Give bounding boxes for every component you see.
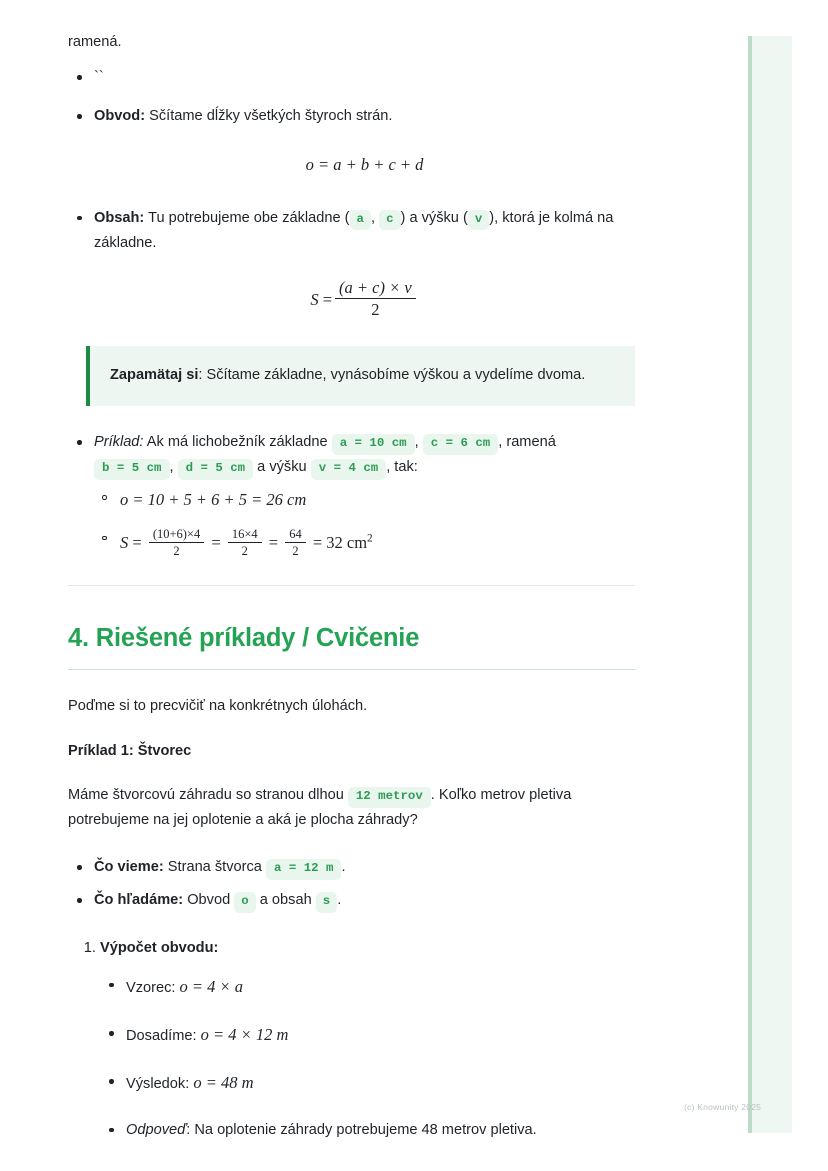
priklad-text-4: , tak:	[386, 459, 418, 476]
co-vieme-tail: .	[341, 859, 346, 876]
section-divider-green	[68, 669, 635, 670]
bullet-list-given-wanted	[68, 855, 635, 913]
list-item-empty-code	[68, 65, 635, 90]
detail-vzorec-lead: Vzorec:	[126, 979, 180, 996]
result-obsah-frac-2-num: 16×4	[228, 527, 262, 544]
result-obsah-frac-3-num: 64	[285, 527, 306, 544]
code-chip-v: v	[468, 210, 489, 231]
callout-text: : Sčítame základne, vynásobíme výškou a vydelíme dvoma.	[198, 366, 586, 383]
section-divider-top	[68, 585, 635, 586]
callout-label: Zapamätaj si	[110, 366, 199, 383]
detail-item-vzorec	[100, 973, 635, 1001]
obsah-text-2: ) a výšku (	[400, 209, 468, 226]
formula-obsah-fraction	[335, 278, 416, 320]
result-item-obsah	[94, 527, 635, 560]
code-chip-d-5cm: d = 5 cm	[178, 459, 254, 480]
co-hladame-mid: a obsah	[255, 892, 316, 909]
formula-obsah-lhs: S	[310, 290, 319, 310]
priklad-text-2: , ramená	[498, 434, 556, 451]
priklad-label: Príklad:	[94, 434, 144, 451]
step-item-vypocet-obvodu	[100, 936, 635, 1143]
subsection-title: Príklad 1: Štvorec	[68, 743, 192, 760]
result-obsah-frac-3-den: 2	[292, 544, 299, 559]
result-obsah-math: S = $\frac{(10+6)\times 4}{2}$ = $\frac{16\times 4}{2}$ = $\frac{64}{2}$ = 32 $cm^2$	[120, 526, 373, 559]
detail-vysledok-lead: Výsledok:	[126, 1076, 194, 1093]
code-chip-v-4cm: v = 4 cm	[311, 459, 387, 480]
page-title: 4. Riešené príklady / Cvičenie	[68, 624, 420, 653]
code-chip-12-metrov: 12 metrov	[348, 787, 431, 808]
bullet-list-example-trapezoid	[68, 430, 635, 559]
detail-dosadime-math: o = 4 × 12 m	[200, 1025, 289, 1045]
formula-obsah-equals: =	[322, 290, 333, 310]
formula-obvod-text: o = a + b + c + d	[305, 155, 424, 175]
priklad-text-3: a výšku	[253, 459, 311, 476]
callout-paragraph	[110, 363, 613, 388]
obsah-text-1: Tu potrebujeme obe základne (	[144, 209, 350, 226]
detail-item-odpoved	[100, 1118, 635, 1143]
result-obvod-math: o = 10 + 5 + 6 + 5 = 26 cm	[120, 490, 307, 510]
obvod-text: Sčítame dĺžky všetkých štyroch strán.	[145, 108, 393, 125]
detail-vysledok-math: o = 48 m	[193, 1073, 254, 1093]
code-chip-o: o	[234, 892, 255, 913]
result-obsah-frac-2-den: 2	[241, 544, 248, 559]
list-item-co-hladame	[68, 888, 635, 913]
result-obsah-frac-1-den: 2	[173, 544, 180, 559]
list-item-obvod	[68, 104, 635, 180]
code-chip-c: c	[379, 210, 400, 231]
result-obsah-frac-1-num: (10+6)×4	[149, 527, 204, 544]
detail-odpoved-lead: Odpoveď	[126, 1121, 187, 1138]
list-item-obsah	[68, 206, 635, 320]
paragraph-fragment-ramena: ramená.	[68, 34, 122, 50]
result-obsah-lhs: S	[120, 533, 129, 553]
result-obsah-final: 32 cm	[326, 533, 368, 553]
obvod-label: Obvod:	[94, 108, 146, 125]
section-intro-paragraph: Poďme si to precvičiť na konkrétnych úlohách.	[68, 698, 368, 715]
co-vieme-label: Čo vieme:	[94, 859, 164, 876]
sublist-step-1-details	[100, 973, 635, 1143]
sublist-trapezoid-results	[94, 486, 635, 559]
priklad-sep-2: ,	[169, 459, 178, 476]
copyright-watermark: (c) Knowunity 2025	[684, 1102, 762, 1112]
decorative-right-panel	[748, 36, 792, 1133]
document-body	[68, 30, 635, 1163]
remember-callout	[86, 346, 635, 406]
detail-item-vysledok	[100, 1069, 635, 1097]
detail-vzorec-math: o = 4 × a	[179, 976, 244, 996]
formula-obsah	[94, 278, 635, 320]
detail-odpoved-text: : Na oplotenie záhrady potrebujeme 48 metrov pletiva.	[186, 1121, 537, 1138]
code-chip-b-5cm: b = 5 cm	[94, 459, 170, 480]
list-item-priklad	[68, 430, 635, 559]
bullet-list-formulas	[68, 65, 635, 320]
co-vieme-text: Strana štvorca	[163, 859, 266, 876]
co-hladame-label: Čo hľadáme:	[94, 892, 184, 909]
result-item-obvod	[94, 486, 635, 514]
result-obsah-frac-1	[149, 527, 204, 560]
result-obsah-frac-3	[285, 527, 306, 560]
ordered-list-steps	[68, 936, 635, 1143]
code-chip-a: a	[350, 210, 371, 231]
problem-statement-paragraph	[68, 783, 635, 833]
code-chip-a-12m: a = 12 m	[266, 859, 342, 880]
priklad-text-1: Ak má lichobežník základne	[143, 434, 332, 451]
obsah-label: Obsah:	[94, 209, 145, 226]
empty-code-backticks: ``	[94, 69, 104, 86]
problem-text-1: Máme štvorcovú záhradu so stranou dlhou	[68, 787, 348, 804]
problem-text-2: . Koľko metrov pletiva potrebujeme na jej oplotenie a aká je plocha záhrady?	[68, 787, 572, 829]
co-hladame-tail: .	[337, 892, 342, 909]
code-chip-c-6cm: c = 6 cm	[423, 434, 499, 455]
detail-item-dosadime	[100, 1021, 635, 1049]
formula-obvod	[94, 151, 635, 180]
step-1-label: Výpočet obvodu:	[100, 939, 219, 956]
obsah-sep-1: ,	[370, 209, 380, 226]
obsah-text-3: ), ktorá je kolmá na základne.	[94, 209, 614, 251]
formula-obsah-numerator: (a + c) × v	[335, 278, 416, 299]
code-chip-a-10cm: a = 10 cm	[332, 434, 415, 455]
code-chip-s: s	[316, 892, 337, 913]
detail-dosadime-lead: Dosadíme:	[126, 1028, 201, 1045]
formula-obsah-denominator: 2	[371, 300, 380, 320]
priklad-sep-1: ,	[414, 434, 423, 451]
co-hladame-text: Obvod	[183, 892, 235, 909]
list-item-co-vieme	[68, 855, 635, 880]
result-obsah-final-exponent: 2	[367, 532, 373, 545]
result-obsah-frac-2	[228, 527, 262, 560]
